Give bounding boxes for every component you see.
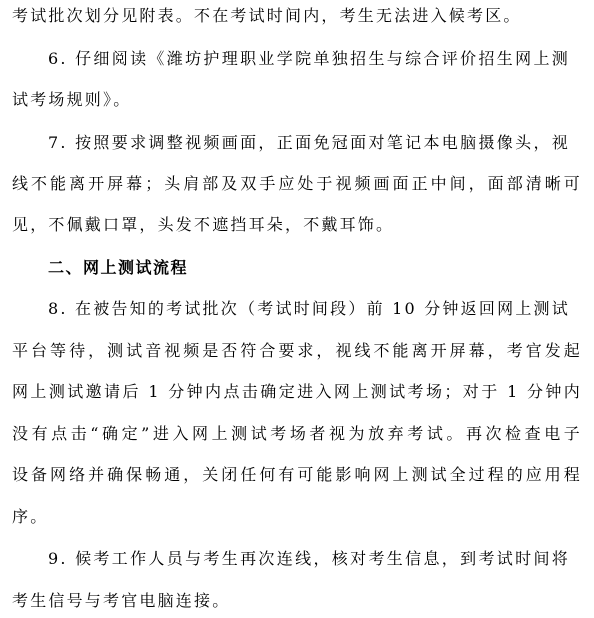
item-8-line-4: 没有点击“确定”进入网上测试考场者视为放弃考试。再次检查电子 bbox=[12, 424, 582, 443]
item-8-line-3: 网上测试邀请后 1 分钟内点击确定进入网上测试考场；对于 1 分钟内 bbox=[12, 382, 582, 401]
item-6-line-2: 试考场规则》。 bbox=[12, 90, 132, 109]
item-9-line-2: 考生信号与考官电脑连接。 bbox=[12, 591, 231, 610]
item-8-line-2: 平台等待，测试音视频是否符合要求，视线不能离开屏幕，考官发起 bbox=[12, 341, 582, 360]
item-7-line-2: 线不能离开屏幕；头肩部及双手应处于视频画面正中间，面部清晰可 bbox=[12, 174, 582, 193]
item-9-line-1: 9. 候考工作人员与考生再次连线，核对考生信息，到考试时间将 bbox=[48, 549, 570, 568]
item-8-line-1: 8. 在被告知的考试批次（考试时间段）前 10 分钟返回网上测试 bbox=[48, 299, 570, 318]
section-heading: 二、网上测试流程 bbox=[48, 258, 189, 277]
item-7-line-3: 见，不佩戴口罩，头发不遮挡耳朵，不戴耳饰。 bbox=[12, 215, 395, 234]
item-8-line-5: 设备网络并确保畅通，关闭任何有可能影响网上测试全过程的应用程 bbox=[12, 465, 582, 484]
item-7-line-1: 7. 按照要求调整视频画面，正面免冠面对笔记本电脑摄像头，视 bbox=[48, 133, 570, 152]
item-6-line-1: 6. 仔细阅读《潍坊护理职业学院单独招生与综合评价招生网上测 bbox=[48, 49, 570, 68]
paragraph-line: 考试批次划分见附表。不在考试时间内，考生无法进入候考区。 bbox=[12, 6, 522, 25]
item-8-line-6: 序。 bbox=[12, 507, 49, 526]
